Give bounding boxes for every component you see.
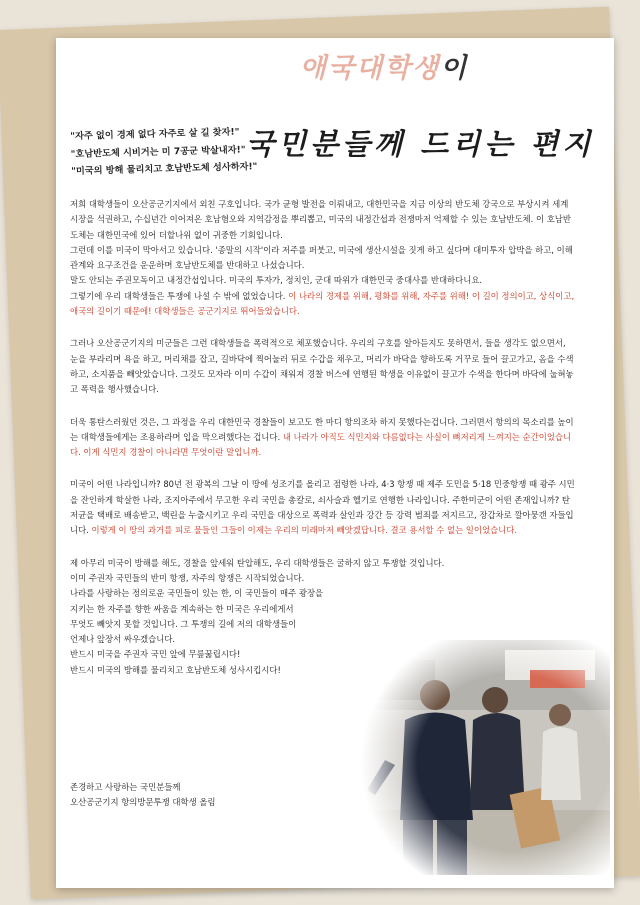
highlight-text: 내 나라가 아직도 식민지와 다름없다는 사실이 뼈저리게 느껴지는 순간이었습니다. 이게 식민지 경찰이 아니라면 무엇이란 말입니까. <box>70 431 572 458</box>
slogan-item: "자주 없이 경제 없다 자주로 살 길 찾자!" <box>70 126 240 142</box>
paragraph-text: 그런데 이를 미국이 막아서고 있습니다. '종말의 시작'이라 저주를 퍼붓고, 미국에 생산시설을 짓게 하고 싶다며 대미투자 압박을 하고, 이해관계와 요구조건을 운운하며 호남반도체를 반대하고 나섰습니다. <box>70 244 573 271</box>
resolution-line: 언제나 앞장서 싸우겠습니다. <box>70 634 176 645</box>
protest-photo <box>355 640 610 875</box>
paragraph-text: 말도 안되는 주권모독이고 내정간섭입니다. 미국의 투자가, 정치인, 군대 따위가 대한민국 중대사를 반대하다니요. <box>70 275 483 286</box>
letter-title-line2: 국민분들께 드리는 편지 <box>246 127 595 161</box>
resolution-line: 반드시 미국의 방해를 물리치고 호남반도체 성사시킵시다! <box>70 664 281 675</box>
slogan-list <box>70 123 271 181</box>
paragraph-text: 미국이 어떤 나라입니까? 80년 전 광복의 그날 이 땅에 성조기를 올리고 점령한 나라, 4·3 항쟁 때 제주 도민을 5·18 민중항쟁 때 광주 시민을 잔인하게 학살한 나라, 조지아주에서 무고한 우리 국민을 총칼로, 쇠사슬과 헬기로 연행한 나라입니다. 주한미군이 어떤 존재입니까? 탄저균을 택배로 배송받고, 백린을 누출시키고 우리 국민을 대상으로 폭력과 살인과 강간 등 강력 범죄를 저지르고, 장갑차로 깔아뭉갠 자들입니다. <box>70 479 575 536</box>
resolution-line: 무엇도 빼앗지 못할 것입니다. 그 투쟁의 길에 저의 대학생들이 <box>70 618 297 629</box>
title-highlight: 애국대학생 <box>299 53 441 84</box>
paragraph-text: 그러나 오산공군기지의 미군들은 그런 대학생들을 폭력적으로 체포했습니다. 우리의 구호를 알아듣지도 못하면서, 들을 생각도 없으면서, 눈을 부라리며 욕을 하고, 머리채를 잡고, 길바닥에 찍어눌러 뒤로 수갑을 채우고, 머리가 바닥을 향하도록 거꾸로 들어 끌고가고, 옴을 수색하고, 소지품을 빼앗았습니다. 그것도 모자라 이미 수갑이 채워져 경찰 버스에 연행된 학생을 이유없이 끌고가 수색을 한다며 바닥에 눕혀놓고 폭력을 행사했습니다. <box>70 338 574 395</box>
paragraph-text: 더욱 통탄스러웠던 것은, 그 과정을 우리 대한민국 경찰들이 보고도 한 마디 항의조차 하지 못했다는겁니다. 그러면서 항의의 목소리를 높이는 대학생들에게는 조용하라며 입을 막으려했다는 겁니다. <box>70 416 574 442</box>
paragraph-history <box>70 477 575 538</box>
resolution-line: 제 아무리 미국이 방해를 해도, 경찰을 앞세워 탄압해도, 우리 대학생들은 굴하지 않고 투쟁할 것입니다. <box>70 557 445 568</box>
letter-title-line1 <box>224 46 544 85</box>
title-particle: 이 <box>440 53 469 84</box>
paragraph-arrest <box>70 336 575 397</box>
resolution-line: 이미 주권자 국민들의 반미 항쟁, 자주의 항쟁은 시작되었습니다. <box>70 572 305 583</box>
protest-photo-illustration <box>355 640 610 875</box>
slogan-item: "호남반도체 시비거는 미 7공군 박살내자!" <box>70 143 246 160</box>
paragraph-intro <box>70 197 575 319</box>
highlight-text: 이렇게 이 땅의 과거를 피로 물들인 그들이 이제는 우리의 미래마저 빼앗겠답니다. 결코 용서할 수 없는 일이었습니다. <box>91 525 518 536</box>
resolution-line: 반드시 미국을 주권자 국민 앞에 무릎꿇립시다! <box>70 649 241 660</box>
paragraph-text: 그렇기에 우리 대학생들은 투쟁에 나설 수 밖에 없었습니다. <box>70 290 286 301</box>
closing-greeting: 존경하고 사랑하는 국민분들께 <box>70 782 181 792</box>
letter-body <box>70 197 575 695</box>
resolution-line: 나라를 사랑하는 정의로운 국민들이 있는 한, 이 국민들이 매주 광장을 <box>70 588 324 599</box>
slogan-item: "미국의 방해 물리치고 호남반도체 성사하자!" <box>70 161 258 177</box>
highlight-text: 이 나라의 경제를 위해, 평화를 위해, 자주를 위해! 이 길이 정의이고, 상식이고, 애국의 길이기 때문에! 대학생들은 공군기지로 뛰어들었습니다. <box>70 290 575 317</box>
paragraph-text: 저희 대학생들이 오산공군기지에서 외친 구호입니다. 국가 균형 발전을 이뤄내고, 대한민국을 지금 이상의 반도체 강국으로 부상시켜 세계 시장을 석권하고, 수십년간 이어져온 호남혐오와 지역감정을 뿌리뽑고, 미국의 내정간섭과 전쟁마저 억제할 수 있는 호남반도체. 이 호남반도체는 대한민국에 있어 더할나위 없이 귀중한 기회입니다. <box>70 199 571 240</box>
resolution-line: 지키는 한 자주를 향한 싸움을 계속하는 한 미국은 우리에게서 <box>70 603 294 614</box>
letter-closing <box>70 780 320 811</box>
paragraph-police <box>70 415 575 461</box>
closing-signature: 오산공군기지 항의방문투쟁 대학생 올림 <box>70 797 216 808</box>
